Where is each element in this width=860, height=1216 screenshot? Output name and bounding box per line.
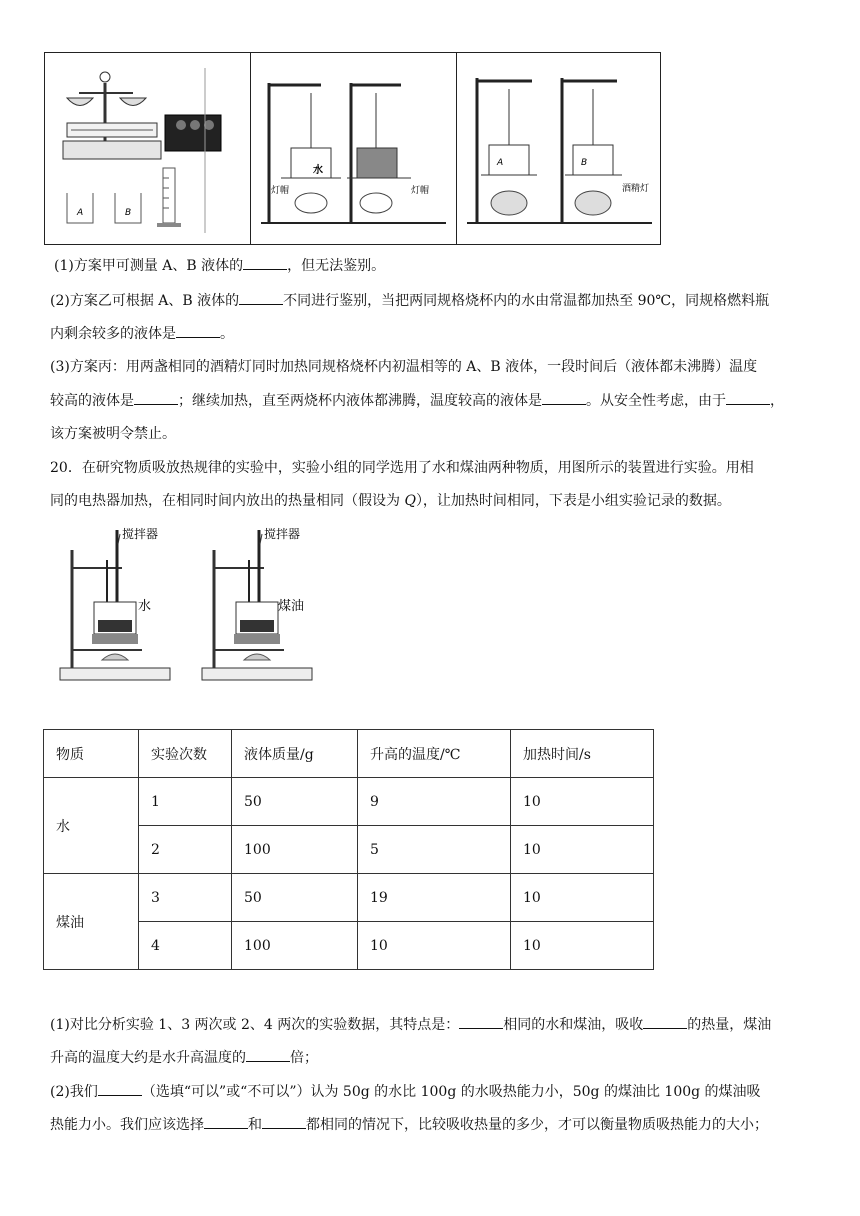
apparatus-figure-table <box>44 52 661 245</box>
stirrer-label-right: 搅拌器 <box>264 527 301 541</box>
table-cell: 2 <box>139 826 232 874</box>
q19-part3-text-a: 较高的液体是 <box>50 393 134 409</box>
answer-blank[interactable] <box>239 290 283 305</box>
q19-part1-text-end: ，但无法鉴别。 <box>287 258 386 274</box>
q19-part3-text-d: ， <box>770 393 784 409</box>
table-cell: 10 <box>511 922 654 970</box>
table-cell: 9 <box>358 778 511 826</box>
q20-part2-line1 <box>50 1081 761 1102</box>
q20-part1-line2 <box>50 1047 318 1068</box>
answer-blank[interactable] <box>204 1114 248 1129</box>
substance-cell: 煤油 <box>44 874 139 970</box>
table-header-row <box>44 730 654 778</box>
water-label: 水 <box>313 165 323 176</box>
experiment-data-table <box>43 729 654 970</box>
answer-blank[interactable] <box>643 1014 687 1029</box>
table-cell: 50 <box>232 874 358 922</box>
beaker-a-label-2: A <box>497 158 504 168</box>
answer-blank[interactable] <box>726 390 770 405</box>
table-cell: 10 <box>511 778 654 826</box>
answer-blank[interactable] <box>246 1047 290 1062</box>
alcohol-lamp-label: 酒精灯 <box>622 184 650 194</box>
answer-blank[interactable] <box>542 390 586 405</box>
table-cell: 19 <box>358 874 511 922</box>
q19-part3-line3: 该方案被明令禁止。 <box>50 426 176 442</box>
figure-balance-cell <box>45 53 251 244</box>
q20-part1-text-a: (1)对比分析实验 1、3 两次或 2、4 两次的实验数据，其特点是： <box>50 1017 460 1033</box>
table-cell: 1 <box>139 778 232 826</box>
q19-part3-line2 <box>50 390 784 411</box>
table-cell: 100 <box>232 826 358 874</box>
table-header-cell: 液体质量/g <box>232 730 358 778</box>
table-row <box>44 778 654 826</box>
q19-part2-text-end: 不同进行鉴别，当把两同规格烧杯内的水由常温都加热至 90℃，同规格燃料瓶 <box>283 293 770 309</box>
q19-part2-line1 <box>50 290 769 311</box>
figure-alcohol-lamp-cell <box>457 53 661 244</box>
beaker-a-label: A <box>77 208 84 218</box>
q19-part1-text: (1)方案甲可测量 A、B 液体的 <box>54 258 244 274</box>
beaker-b-label-2: B <box>581 158 588 168</box>
water-beaker-label: 水 <box>138 599 152 614</box>
table-cell: 10 <box>511 826 654 874</box>
table-header-cell: 升高的温度/℃ <box>358 730 511 778</box>
q20-intro-text-b: ），让加热时间相同，下表是小组实验记录的数据。 <box>415 493 731 509</box>
q20-part2-line2-text-c: 都相同的情况下，比较吸收热量的多少，才可以衡量物质吸热能力的大小； <box>306 1117 768 1133</box>
q20-part2-line2-text-a: 热能力小。我们应该选择 <box>50 1117 204 1133</box>
table-header-cell: 实验次数 <box>139 730 232 778</box>
q20-part2-text-b: （选填“可以”或“不可以”）认为 50g 的水比 100g 的水吸热能力小，50g 的煤油比 100g 的煤油吸 <box>141 1084 761 1100</box>
table-cell: 5 <box>358 826 511 874</box>
lamp-cap-left-label: 灯帽 <box>271 186 290 196</box>
q20-part1-text-b: 相同的水和煤油，吸收 <box>503 1017 644 1033</box>
kerosene-beaker-label: 煤油 <box>278 599 305 614</box>
table-header-cell: 加热时间/s <box>511 730 654 778</box>
answer-blank[interactable] <box>98 1081 142 1096</box>
table-cell: 50 <box>232 778 358 826</box>
answer-blank[interactable] <box>262 1114 306 1129</box>
stirrer-apparatus-illustration <box>52 520 342 695</box>
q20-part2-line2 <box>50 1114 768 1135</box>
q19-part3-text-c: 。从安全性考虑，由于 <box>586 393 726 409</box>
q19-part2-line2 <box>50 323 234 344</box>
balance-and-beakers-illustration <box>45 53 250 244</box>
q19-part3-line1: (3)方案丙：用两盏相同的酒精灯同时加热同规格烧杯内初温相等的 A、B 液体，一段时间后（液体都未沸腾）温度 <box>50 359 758 375</box>
q20-part1-line2-text: 升高的温度大约是水升高温度的 <box>50 1050 246 1066</box>
q19-part2-line2-end: 。 <box>220 326 234 342</box>
q20-part2-text-a: (2)我们 <box>50 1084 98 1100</box>
beaker-b-label: B <box>125 208 132 218</box>
q20-intro-line1: 20．在研究物质吸放热规律的实验中，实验小组的同学选用了水和煤油两种物质，用图所示的装置进行实验。用相 <box>50 460 754 476</box>
table-cell: 10 <box>511 874 654 922</box>
table-cell: 100 <box>232 922 358 970</box>
table-cell: 4 <box>139 922 232 970</box>
q20-part2-line2-text-b: 和 <box>248 1117 262 1133</box>
substance-cell: 水 <box>44 778 139 874</box>
q20-part1-line1 <box>50 1014 771 1035</box>
answer-blank[interactable] <box>243 255 287 270</box>
table-cell: 10 <box>358 922 511 970</box>
q20-intro-text-a: 同的电热器加热，在相同时间内放出的热量相同（假设为 <box>50 493 405 509</box>
q19-part1 <box>54 255 385 276</box>
q20-part1-line2-end: 倍； <box>290 1050 318 1066</box>
table-row <box>44 874 654 922</box>
answer-blank[interactable] <box>176 323 220 338</box>
fuel-bottle-heating-illustration <box>251 53 456 244</box>
answer-blank[interactable] <box>459 1014 503 1029</box>
q19-part3-text-b: ；继续加热，直至两烧杯内液体都沸腾，温度较高的液体是 <box>178 393 542 409</box>
stirrer-label-left: 搅拌器 <box>122 527 159 541</box>
q-symbol: Q <box>404 493 416 509</box>
q19-part2-line2-text: 内剩余较多的液体是 <box>50 326 176 342</box>
answer-blank[interactable] <box>134 390 178 405</box>
alcohol-lamp-heating-illustration <box>457 53 661 244</box>
q20-intro-line2 <box>50 491 731 511</box>
q19-part2-text: (2)方案乙可根据 A、B 液体的 <box>50 293 240 309</box>
table-header-cell: 物质 <box>44 730 139 778</box>
lamp-cap-right-label: 灯帽 <box>411 186 430 196</box>
q20-part1-text-c: 的热量，煤油 <box>687 1017 772 1033</box>
figure-burner-cell <box>251 53 457 244</box>
table-cell: 3 <box>139 874 232 922</box>
